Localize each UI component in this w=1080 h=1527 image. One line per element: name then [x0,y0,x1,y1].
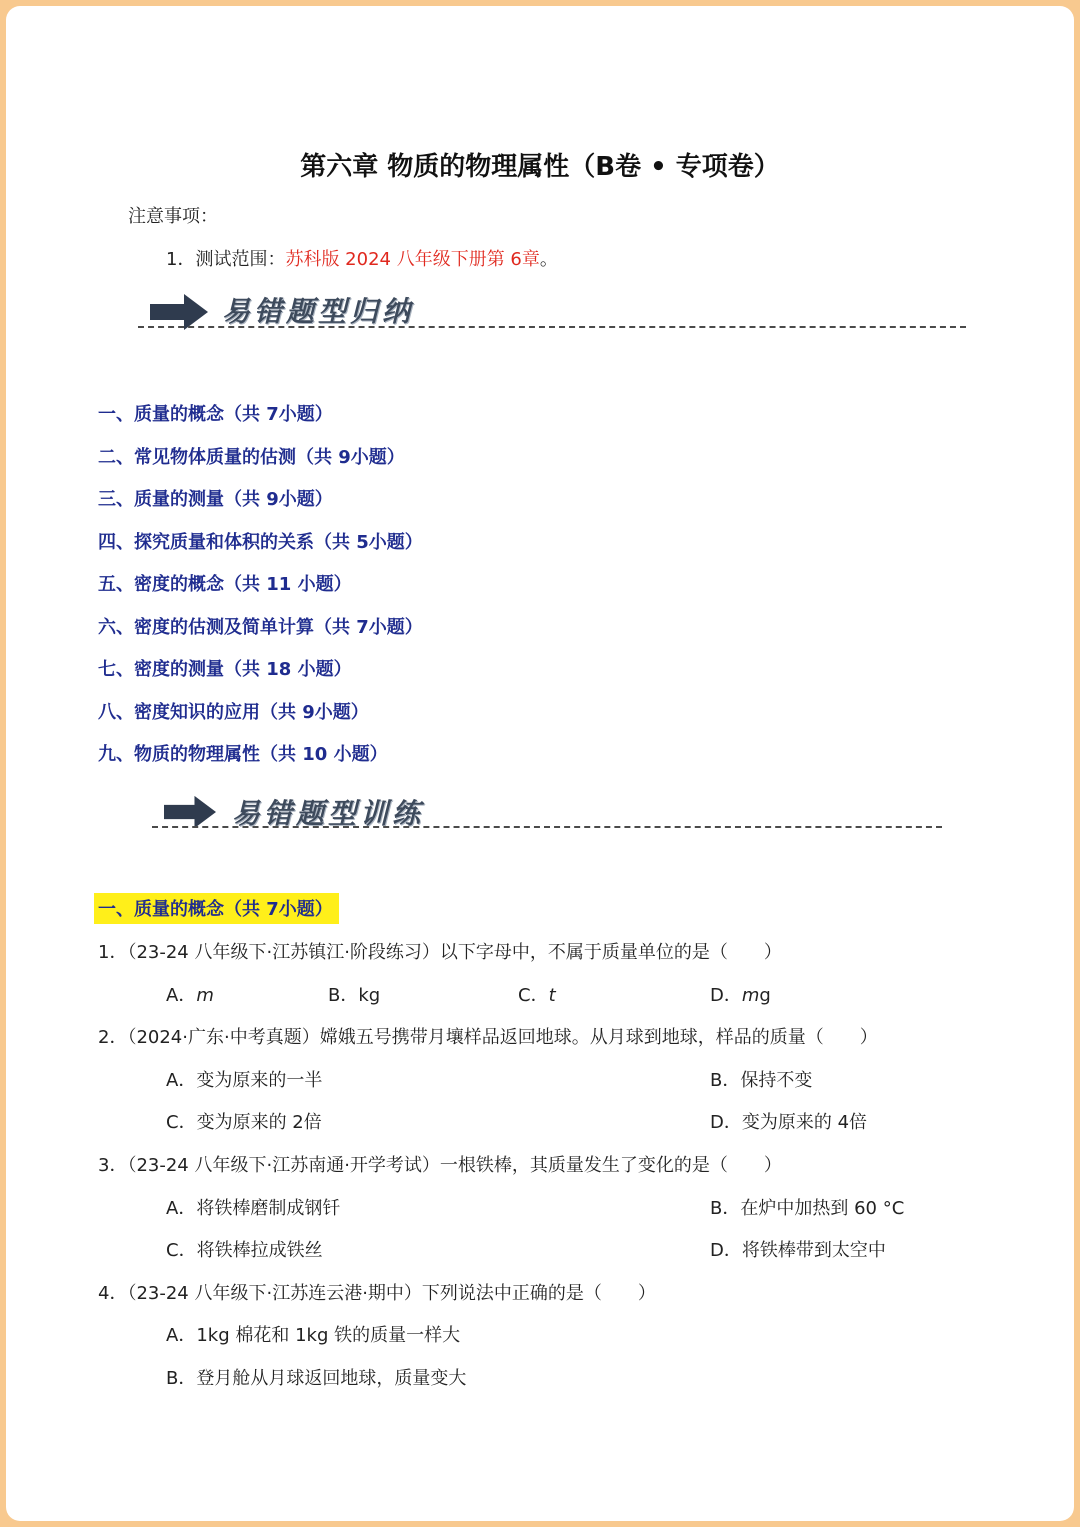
question-3-option-d: D．将铁棒带到太空中 [710,1240,886,1261]
arrow-right-icon [164,794,216,830]
question-1: 1．（23-24 八年级下·江苏镇江·阶段练习）以下字母中，不属于质量单位的是（ ） [98,942,782,963]
page-title: 第六章 物质的物理属性（B卷 • 专项卷） [300,152,780,182]
toc-item-7: 七、密度的测量（共 18 小题） [98,659,352,680]
scope-prefix: 1．测试范围： [166,249,286,270]
question-4: 4．（23-24 八年级下·江苏连云港·期中）下列说法中正确的是（ ） [98,1283,656,1304]
question-3: 3．（23-24 八年级下·江苏南通·开学考试）一根铁棒，其质量发生了变化的是（ ） [98,1155,782,1176]
question-3-option-b: B．在炉中加热到 60 °C [710,1198,905,1219]
toc-item-6: 六、密度的估测及简单计算（共 7小题） [98,617,423,638]
toc-item-2: 二、常见物体质量的估测（共 9小题） [98,447,405,468]
question-2-option-b: B．保持不变 [710,1070,813,1091]
scope-suffix: 。 [539,249,558,270]
question-1-option-a: A．m [166,985,214,1006]
question-2-option-d: D．变为原来的 4倍 [710,1112,868,1133]
notes-label: 注意事项： [128,206,218,227]
question-4-option-b: B．登月舱从月球返回地球，质量变大 [166,1368,467,1389]
toc-item-8: 八、密度知识的应用（共 9小题） [98,702,369,723]
question-4-option-a: A．1kg 棉花和 1kg 铁的质量一样大 [166,1325,461,1346]
question-2-option-a: A．变为原来的一半 [166,1070,323,1091]
question-1-option-d: D．mg [710,985,771,1006]
banner-title-summary: 易错题型归纳 [222,295,415,328]
toc-item-3: 三、质量的测量（共 9小题） [98,489,333,510]
toc-item-4: 四、探究质量和体积的关系（共 5小题） [98,532,423,553]
toc-item-9: 九、物质的物理属性（共 10 小题） [98,744,388,765]
question-1-option-c: C．t [518,985,556,1006]
question-2: 2．（2024·广东·中考真题）嫦娥五号携带月壤样品返回地球。从月球到地球，样品的质量（ ） [98,1027,878,1048]
test-scope [166,245,558,271]
divider [152,826,942,828]
scope-range: 苏科版 2024 八年级下册第 6章 [285,249,540,270]
question-3-option-a: A．将铁棒磨制成钢钎 [166,1198,341,1219]
divider [138,326,966,328]
question-2-option-c: C．变为原来的 2倍 [166,1112,322,1133]
toc-item-1: 一、质量的概念（共 7小题） [98,404,333,425]
question-3-option-c: C．将铁棒拉成铁丝 [166,1240,323,1261]
banner-title-training: 易错题型训练 [232,797,425,830]
toc-item-5: 五、密度的概念（共 11 小题） [98,574,352,595]
document-page [6,6,1074,1521]
question-1-option-b: B．kg [328,985,381,1006]
section-heading: 一、质量的概念（共 7小题） [94,893,339,924]
